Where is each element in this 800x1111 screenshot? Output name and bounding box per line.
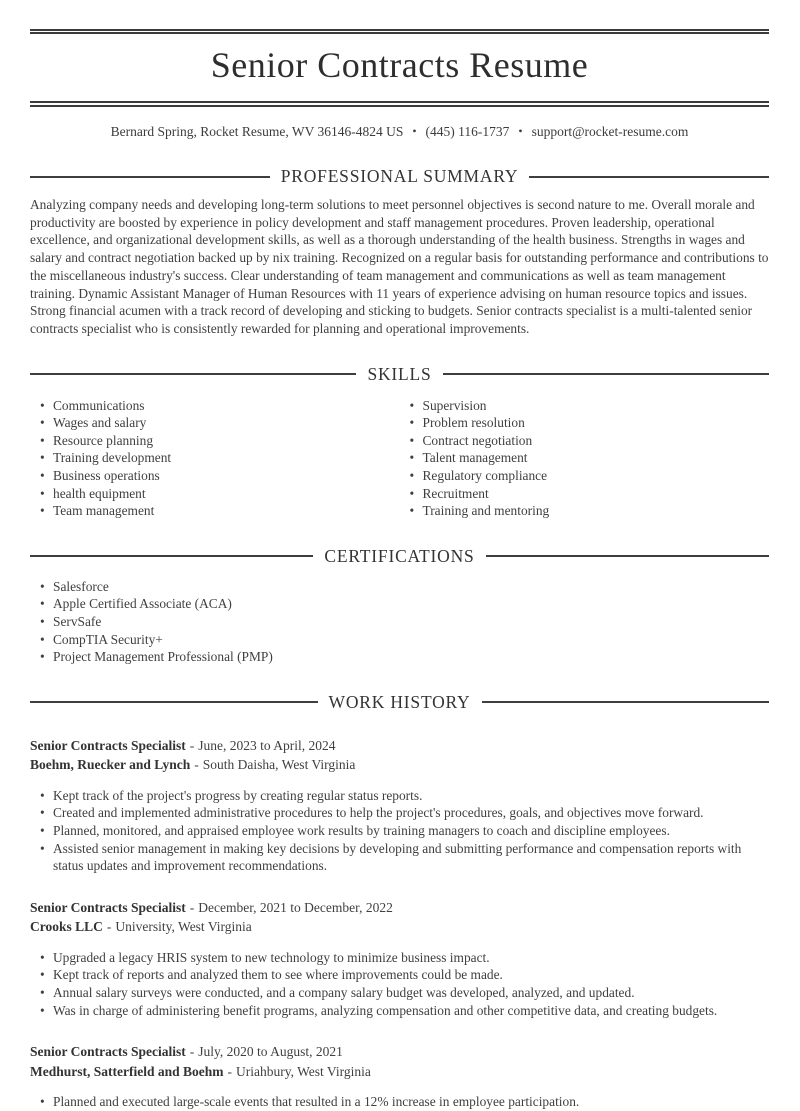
job-bullet: • Annual salary surveys were conducted, and a company salary budget was developed, analyzed, and updated. <box>30 984 769 1002</box>
job-title-line <box>30 1042 769 1062</box>
skills-column-right <box>400 387 770 520</box>
skill-item: • Recruitment <box>400 485 770 503</box>
job-bullet-list <box>30 949 769 1019</box>
job-location: South Daisha, West Virginia <box>202 757 356 773</box>
heading-rule-right <box>486 555 769 557</box>
job-title: Senior Contracts Specialist <box>30 1044 186 1060</box>
job-bullet: • Created and implemented administrative procedures to help the project's procedures, goals, and objectives move forward. <box>30 804 769 822</box>
job-separator: - <box>189 899 195 915</box>
certifications-list <box>30 578 769 666</box>
job-separator: - <box>227 1063 232 1079</box>
certification-item: • ServSafe <box>30 613 769 631</box>
skill-item: • Supervision <box>400 397 770 415</box>
skill-item: • health equipment <box>30 485 400 503</box>
page-title: Senior Contracts Resume <box>210 45 589 85</box>
skills-columns <box>30 387 769 520</box>
summary-text: Analyzing company needs and developing long-term solutions to meet personnel objectives is second nature to me. Overall morale and productivity are boosted by experience in policy development and staff management procedures. Proven leadership, operational excellence, and organizational development skills, as well as a thorough understanding of the health business. Strengths in wages and salary and contract negotiation backed up by nix training. Recognized on a regular basis for outstanding performance and contributions to the miscellaneous industry's success. Clear understanding of team management and communications as well as team management training. Dynamic Assistant Manager of Human Resources with 11 years of experience advising on human resource topics and issues. Strong financial acumen with a track record of developing and sticking to budgets. Senior contracts specialist is a multi-talented senior contracts specialist who is consistently rewarded for planning and operational improvements. <box>30 197 769 336</box>
heading-rule-right <box>443 373 769 375</box>
skill-item: • Communications <box>30 397 400 415</box>
job-title: Senior Contracts Specialist <box>30 737 186 753</box>
contact-email: support@rocket-resume.com <box>531 124 689 139</box>
job-location: University, West Virginia <box>115 919 252 935</box>
job-bullet: • Upgraded a legacy HRIS system to new technology to minimize business impact. <box>30 949 769 967</box>
section-heading-certifications <box>30 546 769 567</box>
section-title-summary: PROFESSIONAL SUMMARY <box>280 166 519 186</box>
heading-rule-left <box>30 176 270 178</box>
job-bullet: • Kept track of reports and analyzed them to see where improvements could be made. <box>30 966 769 984</box>
job-bullet: • Planned and executed large-scale events that resulted in a 12% increase in employee participation. <box>30 1093 769 1111</box>
job-dates: July, 2020 to August, 2021 <box>198 1044 343 1060</box>
contact-line <box>30 124 769 140</box>
skill-item: • Team management <box>30 502 400 520</box>
section-title-work-history: WORK HISTORY <box>328 691 471 712</box>
skill-item: • Business operations <box>30 467 400 485</box>
resume-title-block <box>30 29 769 107</box>
job-bullet: • Planned, monitored, and appraised employee work results by training managers to coach and discipline employees. <box>30 822 769 840</box>
heading-rule-left <box>30 555 313 557</box>
job-company-line <box>30 1062 769 1082</box>
skills-list-right <box>400 397 770 520</box>
section-title-skills: SKILLS <box>367 363 432 384</box>
skill-item: • Contract negotiation <box>400 432 770 450</box>
resume-page <box>0 29 800 1111</box>
section-heading-skills <box>30 364 769 385</box>
job-separator: - <box>194 757 199 773</box>
skill-item: • Training development <box>30 449 400 467</box>
heading-rule-right <box>482 701 770 703</box>
heading-rule-left <box>30 701 318 703</box>
section-work-history <box>30 692 769 1111</box>
job-bullet-list <box>30 1093 769 1111</box>
section-skills <box>30 364 769 520</box>
job-title: Senior Contracts Specialist <box>30 899 186 915</box>
contact-address: Bernard Spring, Rocket Resume, WV 36146-4824 US <box>110 124 404 139</box>
job-dates: June, 2023 to April, 2024 <box>198 737 336 753</box>
job-company-line <box>30 755 769 775</box>
skill-item: • Talent management <box>400 449 770 467</box>
skill-item: • Problem resolution <box>400 414 770 432</box>
skill-item: • Resource planning <box>30 432 400 450</box>
skill-item: • Wages and salary <box>30 414 400 432</box>
contact-separator-dot: • <box>412 124 417 138</box>
job-location: Uriahbury, West Virginia <box>236 1063 371 1079</box>
heading-rule-left <box>30 373 356 375</box>
job-bullet: • Kept track of the project's progress by creating regular status reports. <box>30 787 769 805</box>
job-bullet: • Was in charge of administering benefit programs, analyzing compensation and other competitive data, and creating budgets. <box>30 1002 769 1020</box>
skills-list-left <box>30 397 400 520</box>
certification-item: • Apple Certified Associate (ACA) <box>30 595 769 613</box>
job-company: Crooks LLC <box>30 919 103 935</box>
job-entry <box>30 736 769 875</box>
job-company-line <box>30 917 769 937</box>
section-professional-summary <box>30 166 769 338</box>
certification-item: • CompTIA Security+ <box>30 631 769 649</box>
job-company: Boehm, Ruecker and Lynch <box>30 757 191 773</box>
job-bullet-list <box>30 787 769 875</box>
contact-phone: (445) 116-1737 <box>425 124 510 139</box>
job-title-line <box>30 736 769 756</box>
job-title-line <box>30 898 769 918</box>
skill-item: • Training and mentoring <box>400 502 770 520</box>
job-entry <box>30 1042 769 1111</box>
section-heading-work-history <box>30 692 769 713</box>
heading-rule-right <box>529 176 769 178</box>
section-certifications <box>30 546 769 666</box>
job-entry <box>30 898 769 1019</box>
section-heading-summary <box>30 166 769 187</box>
job-separator: - <box>189 1044 195 1060</box>
certification-item: • Salesforce <box>30 578 769 596</box>
contact-separator-dot: • <box>518 124 523 138</box>
job-company: Medhurst, Satterfield and Boehm <box>30 1063 224 1079</box>
job-bullet: • Assisted senior management in making key decisions by developing and submitting performance and compensation reports with status updates and improvement recommendations. <box>30 840 769 875</box>
certification-item: • Project Management Professional (PMP) <box>30 648 769 666</box>
job-dates: December, 2021 to December, 2022 <box>198 899 393 915</box>
skill-item: • Regulatory compliance <box>400 467 770 485</box>
skills-column-left <box>30 387 400 520</box>
job-separator: - <box>106 919 112 935</box>
job-separator: - <box>189 737 195 753</box>
section-title-certifications: CERTIFICATIONS <box>324 545 475 566</box>
